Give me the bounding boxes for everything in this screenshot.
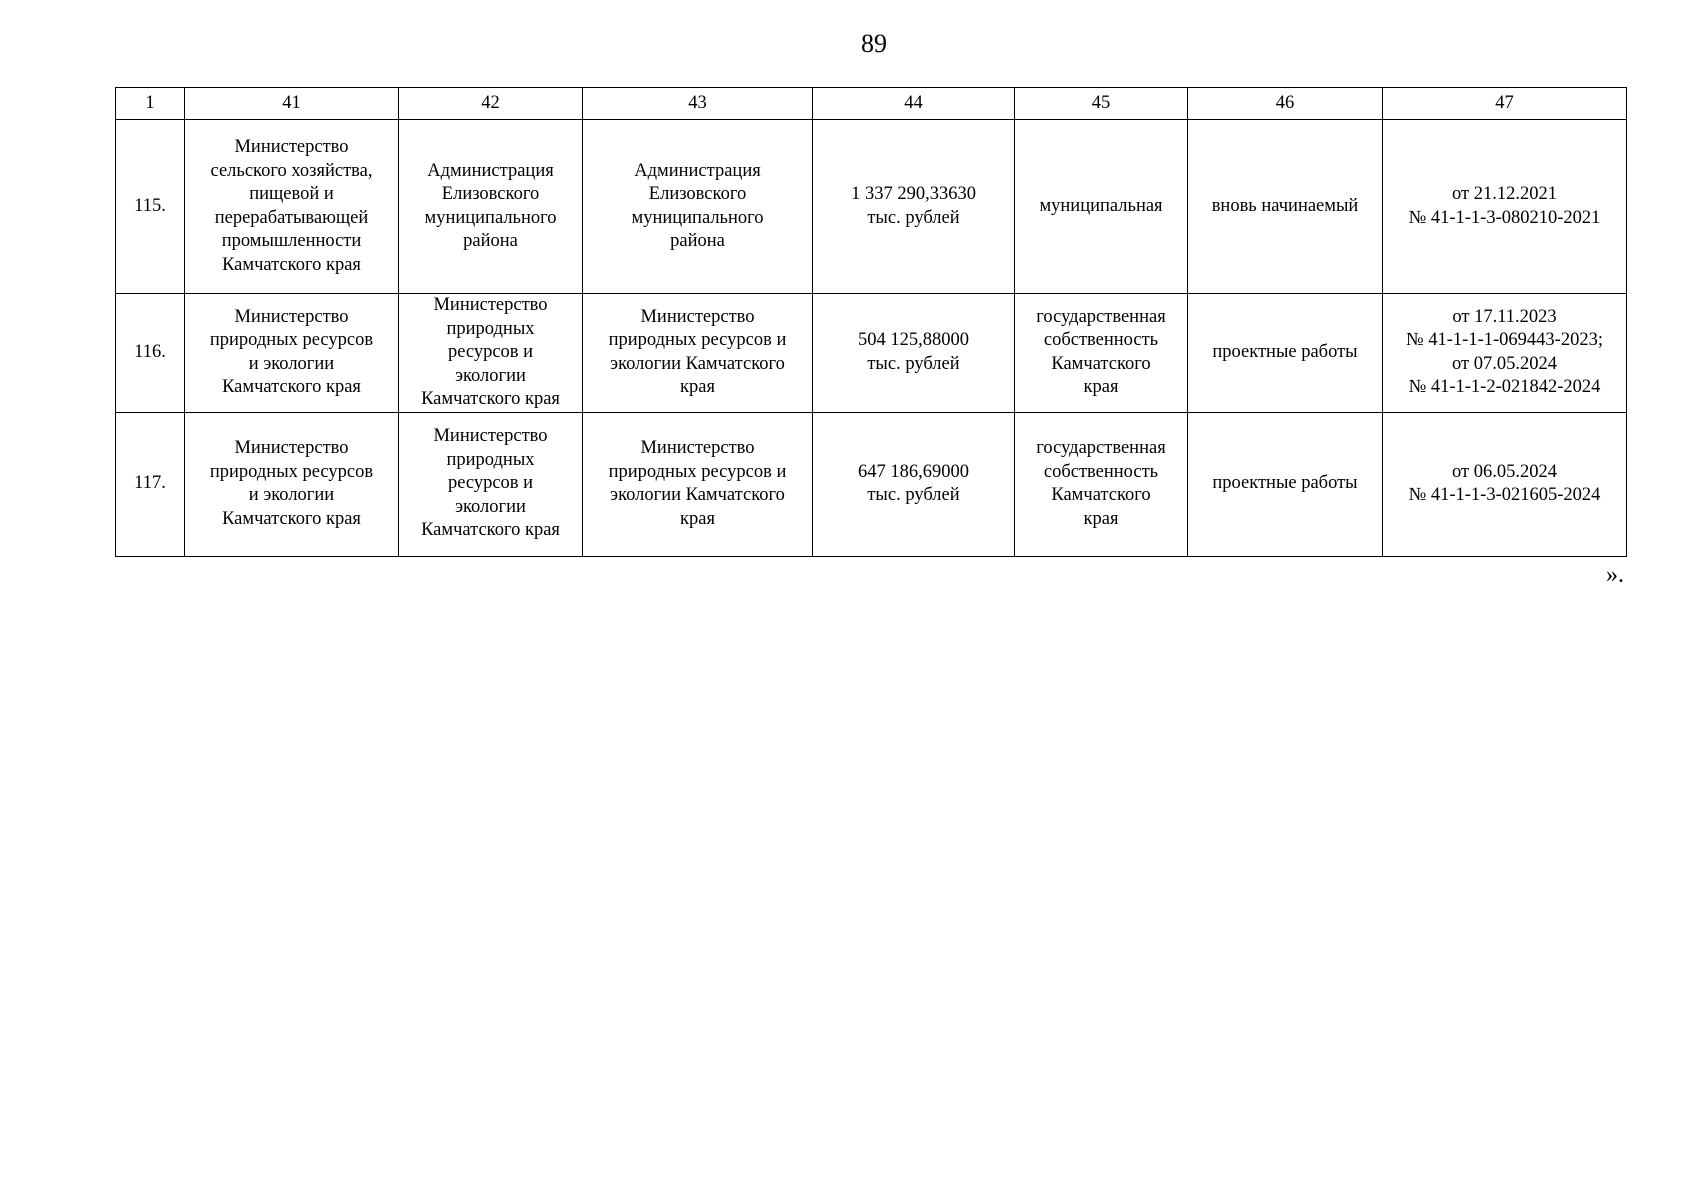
cell-customer — [399, 294, 583, 413]
cell-text-line: природных — [446, 449, 535, 470]
cell-text-line: района — [670, 231, 725, 251]
cell-text-line: Министерство — [234, 306, 349, 327]
cell-ministry — [185, 294, 399, 413]
cell-text-line: № 41-1-1-3-080210-2021 — [1408, 207, 1601, 228]
cell-text-line: ресурсов и — [447, 473, 534, 494]
cell-text-line: тыс. рублей — [867, 207, 960, 228]
cell-text-line: собственность — [1043, 461, 1159, 482]
cell-text-line: Камчатского края — [222, 508, 361, 529]
header-row — [116, 88, 1627, 120]
cell-text-line: природных ресурсов и — [608, 461, 787, 482]
cell-text-line: природных ресурсов — [209, 461, 374, 482]
column-header: 45 — [1015, 88, 1188, 120]
cell-text-line: от 21.12.2021 — [1452, 184, 1557, 204]
column-header: 41 — [185, 88, 399, 120]
cell-text-line: 647 186,69000 — [858, 461, 969, 482]
column-header: 47 — [1383, 88, 1627, 120]
cell-text-line: сельского хозяйства, — [210, 160, 373, 181]
cell-work-type — [1188, 412, 1383, 556]
cell-text-line: Камчатского — [1051, 485, 1151, 505]
cell-work-type — [1188, 294, 1383, 413]
cell-text-line: тыс. рублей — [867, 485, 960, 505]
cell-text-line: Елизовского — [648, 184, 747, 204]
table-row — [116, 120, 1627, 294]
cell-row-number — [116, 412, 185, 556]
cell-text-line: Министерство — [640, 306, 755, 327]
column-header: 1 — [116, 88, 185, 120]
cell-text-line: и экологии — [248, 485, 335, 505]
cell-ownership — [1015, 120, 1188, 294]
cell-text-line: экологии Камчатского — [610, 353, 785, 374]
cell-developer — [583, 120, 813, 294]
cell-text-line: муниципального — [424, 207, 557, 228]
cell-text-line: государственная — [1036, 438, 1166, 458]
cell-text-line: вновь начинаемый — [1211, 195, 1359, 216]
table-row — [116, 412, 1627, 556]
cell-text-line: края — [680, 377, 715, 398]
cell-text-line: промышленности — [221, 231, 362, 251]
cell-text-line: природных ресурсов и — [608, 330, 787, 351]
cell-text-line: края — [680, 508, 715, 529]
cell-text-line: № 41-1-1-2-021842-2024 — [1408, 377, 1601, 398]
cell-text-line: Камчатского края — [222, 377, 361, 398]
cell-text-line: Министерство — [640, 438, 755, 458]
page-number: 89 — [861, 29, 887, 58]
cell-text-line: от 06.05.2024 — [1452, 461, 1557, 482]
cell-row-number — [116, 120, 185, 294]
cell-text-line: ресурсов и — [447, 342, 534, 362]
table-row — [116, 294, 1627, 413]
cell-text-line: № 41-1-1-1-069443-2023; — [1406, 330, 1603, 351]
cell-text-line: проектные работы — [1212, 473, 1358, 494]
cell-text-line: 117. — [134, 473, 166, 494]
cell-text-line: экологии Камчатского — [610, 485, 785, 505]
cell-text-line: края — [1083, 508, 1119, 529]
cell-expertise-conclusion — [1383, 412, 1627, 556]
cell-customer — [399, 120, 583, 294]
cell-estimated-cost — [813, 412, 1015, 556]
cell-row-number — [116, 294, 185, 413]
cell-ownership — [1015, 294, 1188, 413]
cell-developer — [583, 412, 813, 556]
cell-customer — [399, 412, 583, 556]
cell-text-line: Камчатского края — [421, 389, 560, 409]
cell-text-line: и экологии — [248, 353, 335, 374]
column-header: 44 — [813, 88, 1015, 120]
cell-text-line: Администрация — [634, 160, 761, 181]
cell-text-line: № 41-1-1-3-021605-2024 — [1408, 485, 1601, 505]
cell-text-line: собственность — [1043, 330, 1159, 351]
cell-text-line: экологии — [455, 496, 526, 517]
cell-text-line: от 17.11.2023 — [1452, 306, 1557, 327]
cell-text-line: муниципальная — [1039, 195, 1163, 216]
cell-text-line: Камчатского края — [222, 254, 361, 275]
cell-text-line: 115. — [134, 195, 166, 216]
cell-text-line: природных ресурсов — [209, 330, 374, 351]
cell-text-line: Камчатского края — [421, 520, 560, 541]
cell-work-type — [1188, 120, 1383, 294]
cell-text-line: Министерство — [433, 295, 548, 315]
cell-text-line: Камчатского — [1051, 353, 1151, 374]
cell-ownership — [1015, 412, 1188, 556]
cell-ministry — [185, 412, 399, 556]
cell-developer — [583, 294, 813, 413]
cell-text-line: Министерство — [234, 438, 349, 458]
cell-text-line: Елизовского — [441, 184, 540, 204]
cell-ministry — [185, 120, 399, 294]
cell-text-line: от 07.05.2024 — [1452, 353, 1557, 374]
cell-text-line: тыс. рублей — [867, 353, 960, 374]
cell-text-line: района — [463, 231, 518, 251]
cell-text-line: пищевой и — [249, 184, 334, 204]
cell-text-line: перерабатывающей — [214, 207, 369, 228]
cell-estimated-cost — [813, 120, 1015, 294]
cell-expertise-conclusion — [1383, 120, 1627, 294]
cell-text-line: экологии — [455, 365, 526, 386]
cell-text-line: 504 125,88000 — [858, 330, 969, 351]
cell-text-line: 116. — [134, 342, 166, 362]
column-header: 42 — [399, 88, 583, 120]
cell-text-line: Администрация — [427, 160, 554, 181]
cell-estimated-cost — [813, 294, 1015, 413]
projects-table — [115, 87, 1627, 557]
cell-text-line: края — [1083, 377, 1119, 398]
column-header: 46 — [1188, 88, 1383, 120]
cell-text-line: 1 337 290,33630 — [851, 184, 976, 204]
column-header: 43 — [583, 88, 813, 120]
cell-text-line: государственная — [1036, 306, 1166, 327]
closing-quote-mark: ». — [1606, 562, 1624, 588]
cell-text-line: Министерство — [433, 426, 548, 447]
cell-expertise-conclusion — [1383, 294, 1627, 413]
cell-text-line: муниципального — [631, 207, 764, 228]
cell-text-line: Министерство — [234, 137, 349, 157]
cell-text-line: проектные работы — [1212, 342, 1358, 362]
cell-text-line: природных — [446, 318, 535, 339]
